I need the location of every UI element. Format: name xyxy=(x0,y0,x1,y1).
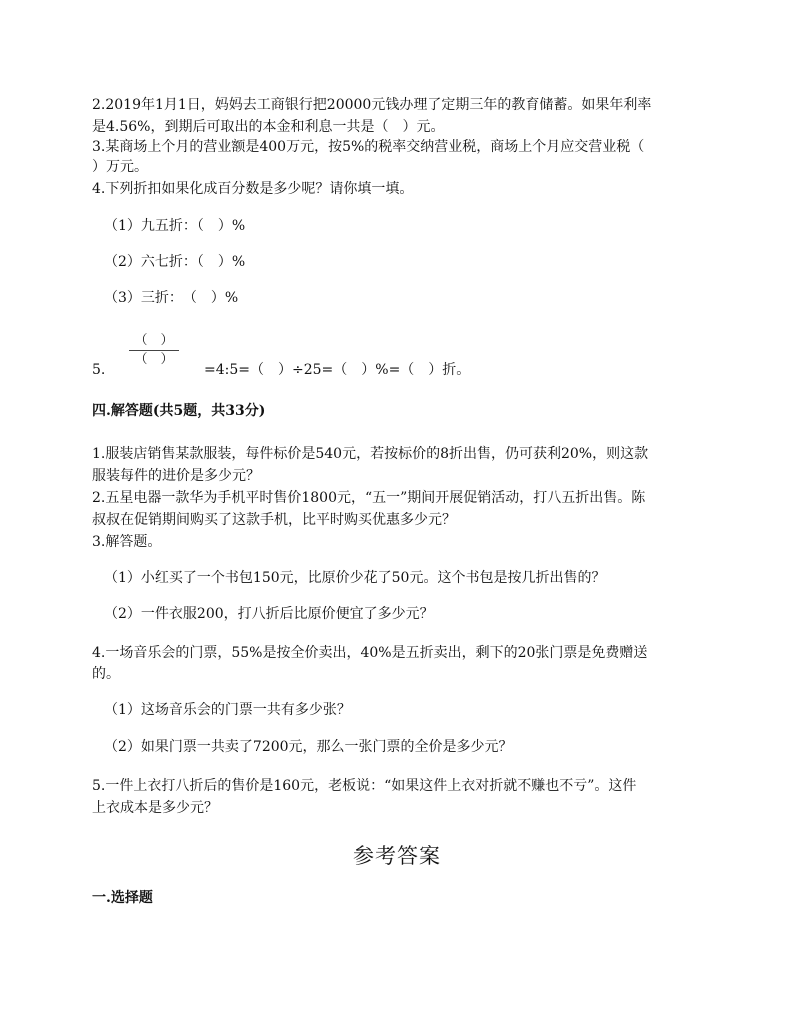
s4-q1-line-1: 1.服装店销售某款服装，每件标价是540元，若按标价的8折出售，仍可获利20%，则这款 xyxy=(92,446,649,462)
q5-fraction-denominator: （ ） xyxy=(134,352,174,367)
q5-equation: =4:5=（ ）÷25=（ ）%=（ ）折。 xyxy=(204,362,471,378)
s4-q4-item-1: （1）这场音乐会的门票一共有多少张？ xyxy=(104,702,351,718)
q3-line-2: ）万元。 xyxy=(92,159,148,175)
q5-fraction xyxy=(129,333,179,368)
s4-q2-line-2: 叔叔在促销期间购买了这款手机，比平时购买优惠多少元？ xyxy=(92,512,456,528)
q4-item-3: （3）三折： （ ）% xyxy=(104,290,239,306)
q2-line-1: 2.2019年1月1日，妈妈去工商银行把20000元钱办理了定期三年的教育储蓄。如果年利率 xyxy=(92,97,652,113)
s4-q5-line-1: 5.一件上衣打八折后的售价是160元，老板说：“如果这件上衣对折就不赚也不亏”。这件 xyxy=(92,778,637,794)
s4-q3-item-2: （2）一件衣服200，打八折后比原价便宜了多少元？ xyxy=(104,606,434,622)
answers-section-1-heading: 一.选择题 xyxy=(92,890,153,906)
fraction-bar xyxy=(129,350,179,351)
q3-line-1: 3.某商场上个月的营业额是400万元，按5%的税率交纳营业税，商场上个月应交营业税（ xyxy=(92,139,645,155)
q4-item-2: （2）六七折：（ ）% xyxy=(104,254,246,270)
s4-q1-line-2: 服装每件的进价是多少元？ xyxy=(92,468,260,484)
s4-q3-item-1: （1）小红买了一个书包150元，比原价少花了50元。这个书包是按几折出售的？ xyxy=(104,570,606,586)
q5-label: 5. xyxy=(92,362,106,378)
s4-q4-item-2: （2）如果门票一共卖了7200元，那么一张门票的全价是多少元？ xyxy=(104,739,513,755)
q2-line-2: 是4.56%，到期后可取出的本金和利息一共是（ ）元。 xyxy=(92,119,445,135)
s4-q2-line-1: 2.五星电器一款华为手机平时售价1800元，“五一”期间开展促销活动，打八五折出售。陈 xyxy=(92,490,646,506)
s4-q4-line-2: 的。 xyxy=(92,666,120,682)
q4-line-1: 4.下列折扣如果化成百分数是多少呢？请你填一填。 xyxy=(92,181,414,197)
s4-q5-line-2: 上衣成本是多少元？ xyxy=(92,800,218,816)
answers-title: 参考答案 xyxy=(353,844,441,868)
q5-fraction-numerator: （ ） xyxy=(134,333,174,348)
q4-item-1: （1）九五折：（ ）% xyxy=(104,218,246,234)
s4-q3-line-1: 3.解答题。 xyxy=(92,534,162,550)
s4-q4-line-1: 4.一场音乐会的门票，55%是按全价卖出，40%是五折卖出，剩下的20张门票是免费赠送 xyxy=(92,645,648,661)
section-4-heading: 四.解答题(共5题，共33分) xyxy=(92,403,266,419)
